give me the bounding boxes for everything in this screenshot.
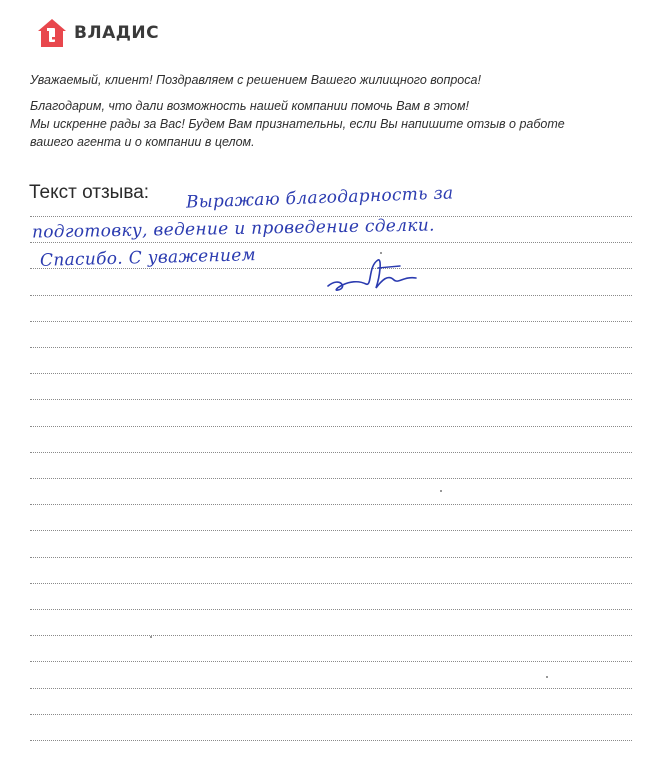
ruled-line xyxy=(30,321,632,322)
ruled-line xyxy=(30,714,632,715)
brand-name: ВЛАДИС xyxy=(74,23,160,43)
ruled-line xyxy=(30,583,632,584)
handwritten-line: подготовку, ведение и проведение сделки. xyxy=(31,215,435,243)
ruled-line xyxy=(30,635,632,636)
request-line: Мы искренне рады за Вас! Будем Вам признательны, если Вы напишите отзыв о работе xyxy=(30,117,565,131)
ruled-lines xyxy=(30,0,632,768)
ruled-line xyxy=(30,216,632,217)
ruled-line xyxy=(30,347,632,348)
handwritten-line: Выражаю благодарность за xyxy=(185,183,454,213)
ruled-line xyxy=(30,557,632,558)
ruled-line xyxy=(30,426,632,427)
ruled-line xyxy=(30,530,632,531)
ruled-line xyxy=(30,295,632,296)
ruled-line xyxy=(30,373,632,374)
thanks-line: Благодарим, что дали возможность нашей компании помочь Вам в этом! xyxy=(30,99,470,113)
ruled-line xyxy=(30,478,632,479)
ruled-line xyxy=(30,661,632,662)
ruled-line xyxy=(30,452,632,453)
ruled-line xyxy=(30,504,632,505)
scan-speck xyxy=(546,676,548,678)
request-line-end: вашего агента и о компании в целом. xyxy=(30,135,255,149)
ruled-line xyxy=(30,609,632,610)
ruled-line xyxy=(30,268,632,269)
review-label: Текст отзыва: xyxy=(29,182,150,203)
scan-speck xyxy=(150,636,152,638)
ruled-line xyxy=(30,688,632,689)
ruled-line xyxy=(30,242,632,243)
ruled-line xyxy=(30,399,632,400)
greeting-line: Уважаемый, клиент! Поздравляем с решением Вашего жилищного вопроса! xyxy=(30,73,481,87)
scan-speck xyxy=(380,252,382,254)
scan-speck xyxy=(440,490,442,492)
handwritten-line: Спасибо. С уважением xyxy=(39,245,257,271)
ruled-line xyxy=(30,740,632,741)
